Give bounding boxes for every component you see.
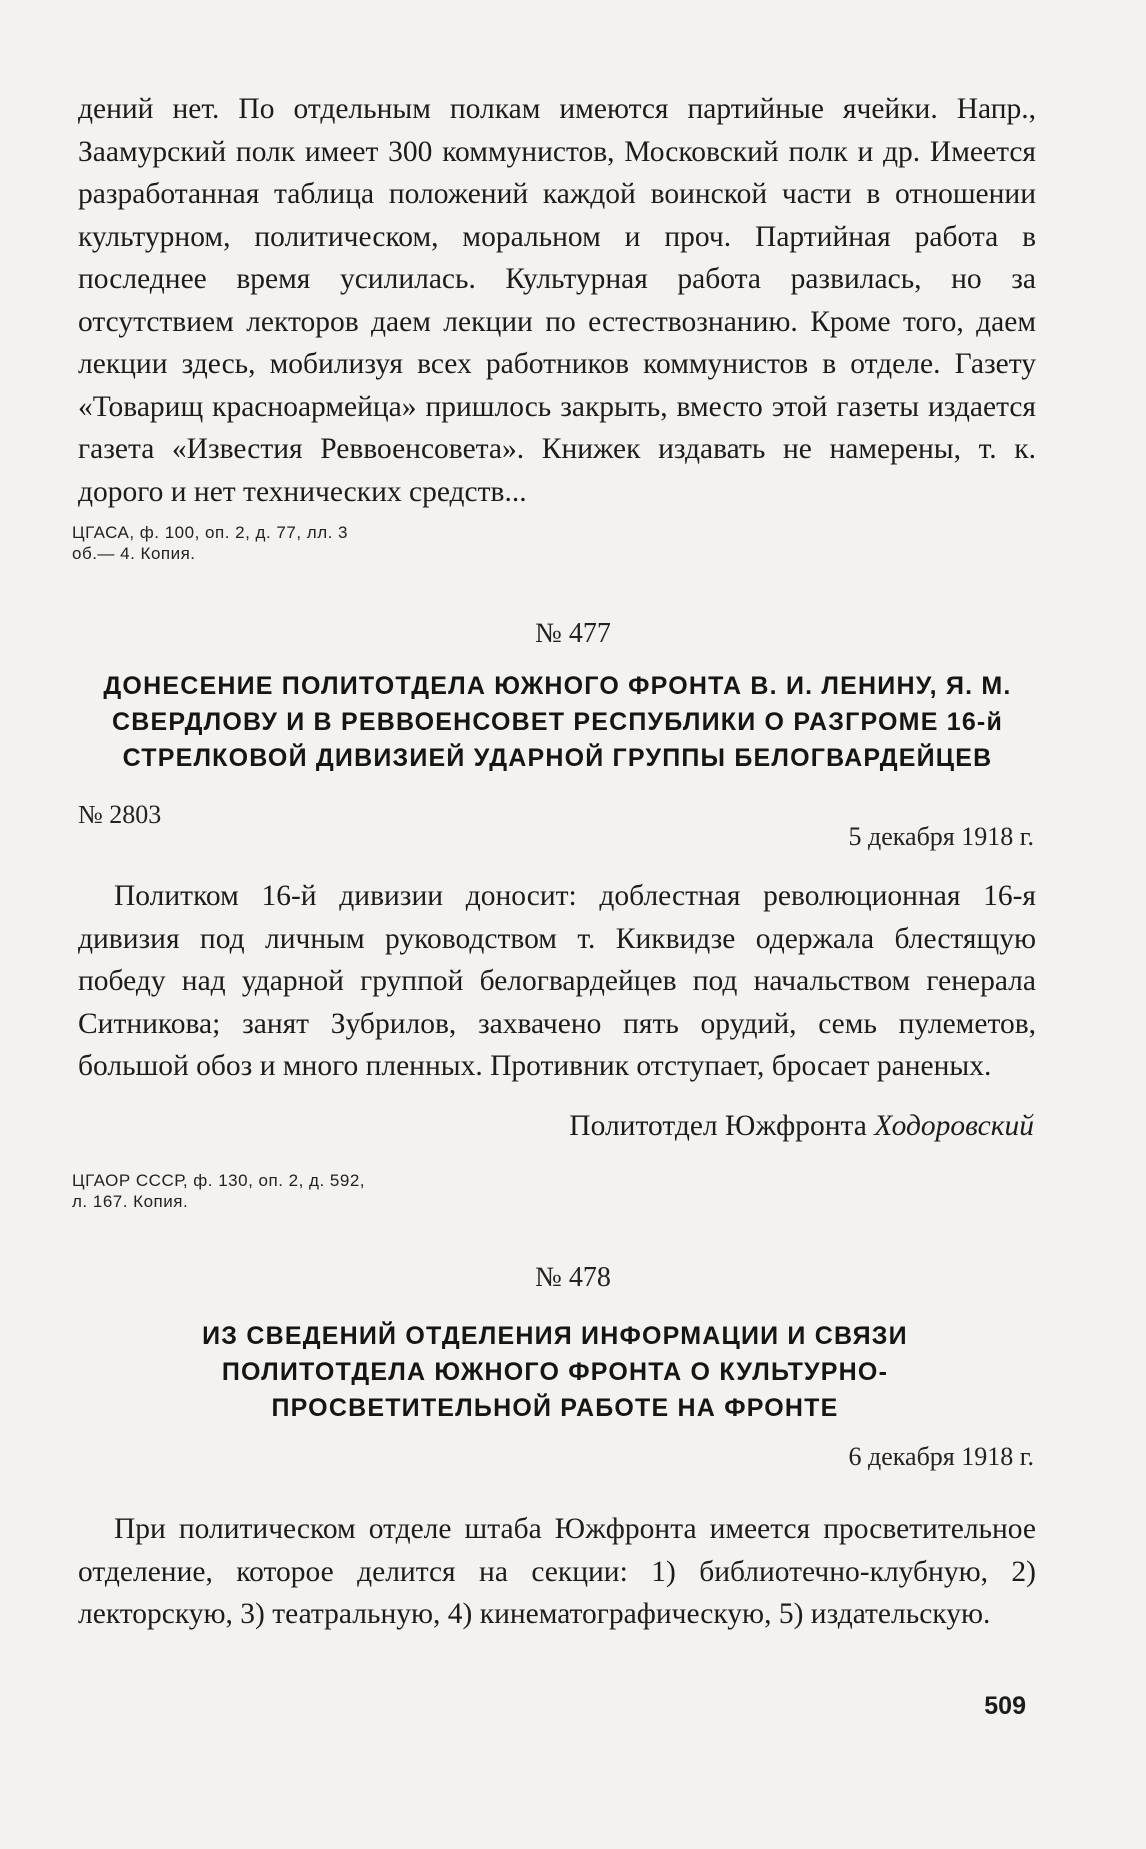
signature: [569, 1110, 1034, 1143]
document-477-heading: ДОНЕСЕНИЕ ПОЛИТОТДЕЛА ЮЖНОГО ФРОНТА В. И. ЛЕНИНУ, Я. М. СВЕРДЛОВУ И В РЕВВОЕНСОВЕТ РЕСПУБЛИКИ О РАЗГРОМЕ 16-й СТРЕЛКОВОЙ ДИВИЗИЕЙ УДАРНОЙ ГРУППЫ БЕЛОГВАРДЕЙЦЕВ: [103, 672, 1012, 772]
intro-text: дений нет. По отдельным полкам имеются партийные ячейки. Напр., Заамурский полк имеет 300 коммунистов, Московский полк и др. Имеется разработанная таблица положений каждой воинской части в отношении культурном, политическом, моральном и проч. Партийная работа в последнее время усилилась. Культурная работа развилась, но за отсутствием лекторов даем лекции по естествознанию. Кроме того, даем лекции здесь, мобилизуя всех работников коммунистов в отделе. Газету «Товарищ красноармейца» пришлось закрыть, вместо этой газеты издается газета «Известия Реввоенсовета». Книжек издавать не намерены, т. к. дорого и нет технических средств...: [78, 93, 1036, 508]
signature-name: Ходоровский: [874, 1110, 1034, 1142]
signature-org: Политотдел Южфронта: [569, 1110, 867, 1142]
doc477-source-line-1: ЦГАОР СССР, ф. 130, оп. 2, д. 592,: [72, 1171, 366, 1190]
intro-paragraph: [78, 88, 1036, 513]
doc477-source-line-2: л. 167. Копия.: [72, 1192, 189, 1211]
document-478-date: 6 декабря 1918 г.: [848, 1442, 1034, 1471]
intro-archive-source: [72, 522, 348, 564]
document-478-heading: ИЗ СВЕДЕНИЙ ОТДЕЛЕНИЯ ИНФОРМАЦИИ И СВЯЗИ ПОЛИТОТДЕЛА ЮЖНОГО ФРОНТА О КУЛЬТУРНО-ПРОСВЕТИТЕЛЬНОЙ РАБОТЕ НА ФРОНТЕ: [202, 1322, 908, 1422]
document-478-text: При политическом отделе штаба Южфронта имеется просветительное отделение, которое делится на секции: 1) библиотечно-клубную, 2) лекторскую, 3) театральную, 4) кинематографическую, 5) издательскую.: [78, 1513, 1036, 1630]
document-number-478: № 478: [535, 1262, 611, 1293]
intro-source-line-2: об.— 4. Копия.: [72, 544, 196, 563]
document-478-body: [78, 1508, 1036, 1636]
document-477-body: [78, 875, 1036, 1088]
intro-source-line-1: ЦГАСА, ф. 100, оп. 2, д. 77, лл. 3: [72, 523, 349, 542]
document-477-text: Политком 16-й дивизии доносит: доблестная революционная 16-я дивизия под личным руководством т. Киквидзе одержала блестящую победу над ударной группой белогвардейцев под начальством генерала Ситникова; занят Зубрилов, захвачено пять орудий, семь пулеметов, большой обоз и много пленных. Противник отступает, бросает раненых.: [78, 880, 1036, 1082]
document-number-477: № 477: [535, 618, 611, 649]
document-477-archive-source: [72, 1170, 365, 1212]
outgoing-number: № 2803: [78, 800, 162, 829]
page-number: 509: [984, 1692, 1026, 1720]
document-477-date: 5 декабря 1918 г.: [848, 822, 1034, 851]
